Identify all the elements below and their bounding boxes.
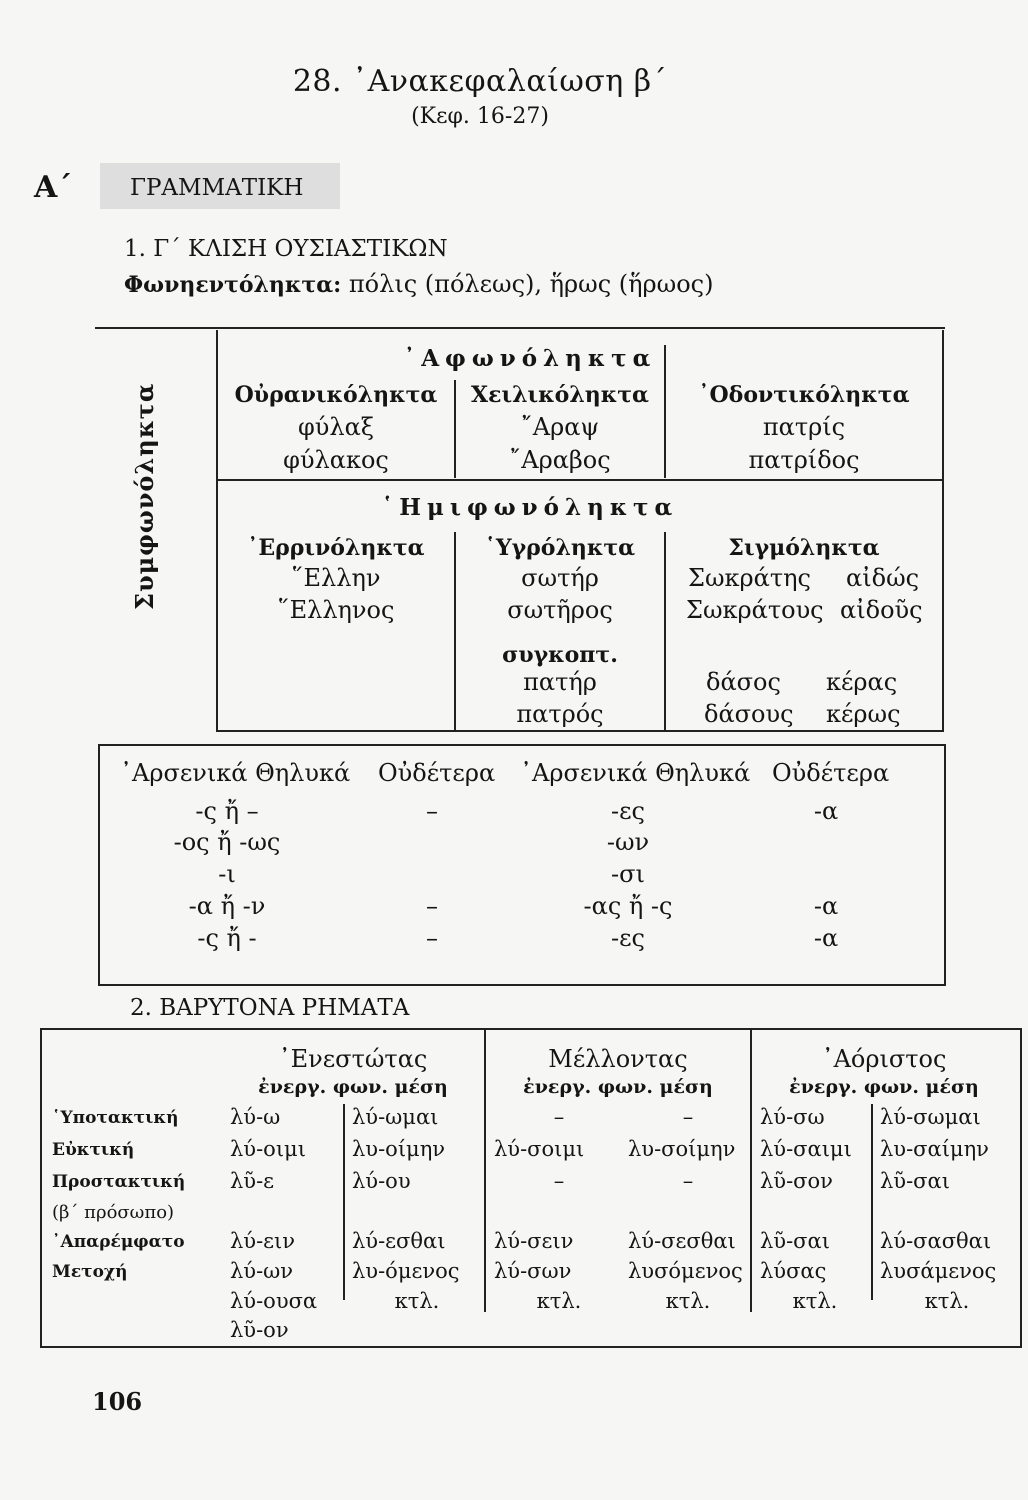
sigma-word-3b: κέρας bbox=[826, 668, 898, 696]
nasal-word-2: ῞Ελληνος bbox=[277, 596, 395, 624]
verb-form-cell: λύσας bbox=[760, 1259, 827, 1283]
section-letter: Α΄ bbox=[34, 170, 73, 205]
mood-participle: Μετοχή bbox=[52, 1262, 128, 1282]
ending-cell: -ων bbox=[606, 828, 650, 856]
ending-cell: -ας ἤ -ς bbox=[583, 892, 673, 920]
verb-form-cell: λυσάμενος bbox=[880, 1259, 997, 1283]
verb-form-cell: λῦ-σαι bbox=[880, 1169, 950, 1193]
tense-future: Μέλλοντας bbox=[548, 1045, 688, 1073]
page-title: 28. ᾿Ανακεφαλαίωση β΄ bbox=[292, 64, 668, 99]
ending-cell: -α ἤ -ν bbox=[188, 892, 266, 920]
mood-optative: Εὐκτική bbox=[52, 1140, 135, 1160]
verb-form-cell: λύ-σοιμι bbox=[494, 1137, 585, 1161]
verb-form-cell: λύ-ειν bbox=[230, 1229, 296, 1253]
liquid-word-2: σωτῆρος bbox=[507, 596, 613, 624]
verb-form-cell: λυ-οίμην bbox=[352, 1137, 446, 1161]
table-right-border bbox=[942, 330, 944, 732]
endings-header-neut-sg: Οὐδέτερα bbox=[378, 759, 496, 787]
consonant-stems-label: Συμφωνόληκτα bbox=[130, 382, 159, 610]
sigma-head: Σιγμόληκτα bbox=[728, 535, 880, 561]
sigma-word-4b: κέρως bbox=[826, 700, 901, 728]
verb-form-cell: λῦ-σαι bbox=[760, 1229, 830, 1253]
mood-imperative: Προστακτική bbox=[52, 1172, 186, 1192]
table-bottom-border bbox=[216, 730, 944, 732]
velar-word-2: φύλακος bbox=[283, 446, 389, 474]
voice-divider-present bbox=[343, 1104, 345, 1300]
section-title: ΓΡΑΜΜΑΤΙΚΗ bbox=[130, 175, 304, 201]
sigma-word-1b: αἰδώς bbox=[846, 564, 920, 592]
mood-imperative-note: (β΄ πρόσωπο) bbox=[52, 1202, 175, 1223]
ending-cell: -α bbox=[813, 797, 839, 825]
verb-form-cell: λύ-σω bbox=[760, 1105, 825, 1129]
verb-form-cell: – bbox=[553, 1105, 565, 1129]
ending-cell: -ς ἤ - bbox=[197, 924, 257, 952]
verb-form-cell: λυσόμενος bbox=[628, 1259, 743, 1283]
ending-cell: -ος ἤ -ως bbox=[173, 828, 281, 856]
voices-present: ἐνεργ. φων. μέση bbox=[258, 1076, 448, 1098]
liquid-word-4: πατρός bbox=[516, 700, 604, 728]
part1-heading: 1. Γ΄ ΚΛΙΣΗ ΟΥΣΙΑΣΤΙΚΩΝ bbox=[124, 236, 448, 262]
verb-form-cell: λῦ-ε bbox=[230, 1169, 275, 1193]
verb-form-cell: λύ-σασθαι bbox=[880, 1229, 992, 1253]
verb-form-cell: λύ-σειν bbox=[494, 1229, 574, 1253]
ending-cell: -α bbox=[813, 892, 839, 920]
verb-form-cell: λύ-ουσα bbox=[230, 1289, 318, 1313]
nasal-head: ᾿Ερρινόληκτα bbox=[247, 535, 425, 561]
velar-word-1: φύλαξ bbox=[297, 413, 375, 441]
endings-header-masc-fem-sg: ᾿Αρσενικά Θηλυκά bbox=[120, 759, 351, 787]
verb-form-cell: κτλ. bbox=[924, 1289, 970, 1313]
verb-form-cell: λύ-σων bbox=[494, 1259, 572, 1283]
verb-form-cell: λύ-σεσθαι bbox=[628, 1229, 736, 1253]
verb-form-cell: λύ-ου bbox=[352, 1169, 411, 1193]
ending-cell: -α bbox=[813, 924, 839, 952]
verb-form-cell: λύ-εσθαι bbox=[352, 1229, 446, 1253]
voices-aorist: ἐνεργ. φων. μέση bbox=[789, 1076, 979, 1098]
ending-cell: -ες bbox=[611, 924, 645, 952]
syncopated-note: συγκοπτ. bbox=[502, 642, 618, 668]
verb-form-cell: λύ-ω bbox=[230, 1105, 281, 1129]
tense-present: ᾿Ενεστώτας bbox=[278, 1045, 428, 1073]
verb-form-cell: κτλ. bbox=[792, 1289, 838, 1313]
verb-form-cell: λῦ-ον bbox=[230, 1318, 289, 1342]
liquid-word-3: πατήρ bbox=[523, 668, 597, 696]
endings-header-neut-pl: Οὐδέτερα bbox=[772, 759, 890, 787]
verb-form-cell: λύ-ωμαι bbox=[352, 1105, 439, 1129]
hemiphona-divider-2 bbox=[664, 532, 666, 730]
ending-cell: – bbox=[426, 797, 438, 825]
part2-heading: 2. ΒΑΡΥΤΟΝΑ ΡΗΜΑΤΑ bbox=[130, 995, 410, 1021]
liquid-head: ῾Υγρόληκτα bbox=[484, 535, 636, 561]
table-top-rule bbox=[95, 327, 945, 329]
verb-form-cell: λυ-σοίμην bbox=[628, 1137, 736, 1161]
verb-form-cell: λύ-οιμι bbox=[230, 1137, 306, 1161]
sigma-word-3a: δάσος bbox=[706, 668, 781, 696]
vowel-line bbox=[124, 270, 713, 298]
mood-infinitive: ᾿Απαρέμφατο bbox=[52, 1232, 185, 1252]
sigma-word-2b: αἰδοῦς bbox=[840, 596, 923, 624]
mood-subjunctive: ῾Υποτακτική bbox=[52, 1108, 179, 1128]
page-number: 106 bbox=[92, 1387, 143, 1416]
verb-form-cell: λύ-σαιμι bbox=[760, 1137, 852, 1161]
verb-form-cell: – bbox=[682, 1105, 694, 1129]
vowel-examples: πόλις (πόλεως), ἥρως (ἥρωος) bbox=[348, 270, 714, 298]
vowel-label: Φωνηεντόληκτα: bbox=[124, 272, 342, 298]
ending-cell: -ι bbox=[218, 860, 236, 888]
sigma-word-4a: δάσους bbox=[704, 700, 794, 728]
verb-form-cell: – bbox=[553, 1169, 565, 1193]
voice-divider-aorist bbox=[871, 1104, 873, 1300]
dental-head: ᾿Οδοντικόληκτα bbox=[698, 382, 910, 408]
nasal-word-1: ῞Ελλην bbox=[291, 564, 381, 592]
ending-cell: – bbox=[426, 924, 438, 952]
sigma-word-2a: Σωκράτους bbox=[686, 596, 824, 624]
labial-head: Χειλικόληκτα bbox=[471, 382, 649, 408]
labial-word-1: ῎Αραψ bbox=[520, 413, 600, 441]
ending-cell: -ες bbox=[611, 797, 645, 825]
aphona-title: ᾿Αφωνόληκτα bbox=[403, 345, 657, 372]
verb-form-cell: λύ-ων bbox=[230, 1259, 294, 1283]
velar-head: Οὐρανικόληκτα bbox=[234, 382, 438, 408]
chapter-range: (Κεφ. 16-27) bbox=[411, 104, 549, 129]
endings-header-masc-fem-pl: ᾿Αρσενικά Θηλυκά bbox=[520, 759, 751, 787]
verb-form-cell: κτλ. bbox=[665, 1289, 711, 1313]
verb-form-cell: λῦ-σον bbox=[760, 1169, 833, 1193]
liquid-word-1: σωτήρ bbox=[521, 564, 599, 592]
dental-word-1: πατρίς bbox=[762, 413, 846, 441]
voices-future: ἐνεργ. φων. μέση bbox=[523, 1076, 713, 1098]
hemiphona-title: ῾Ημιφωνόληκτα bbox=[381, 494, 679, 521]
sigma-word-1a: Σωκράτης bbox=[688, 564, 811, 592]
labial-word-2: ῎Αραβος bbox=[509, 446, 611, 474]
verb-form-cell: λυ-όμενος bbox=[352, 1259, 460, 1283]
verb-form-cell: λυ-σαίμην bbox=[880, 1137, 989, 1161]
verb-form-cell: κτλ. bbox=[394, 1289, 440, 1313]
verb-form-cell: – bbox=[682, 1169, 694, 1193]
ending-cell: – bbox=[426, 892, 438, 920]
tense-aorist: ᾿Αόριστος bbox=[821, 1045, 947, 1073]
table-mid-rule bbox=[216, 479, 944, 481]
verb-form-cell: κτλ. bbox=[536, 1289, 582, 1313]
ending-cell: -σι bbox=[611, 860, 645, 888]
verb-form-cell: λύ-σωμαι bbox=[880, 1105, 981, 1129]
dental-word-2: πατρίδος bbox=[748, 446, 860, 474]
ending-cell: -ς ἤ – bbox=[195, 797, 259, 825]
